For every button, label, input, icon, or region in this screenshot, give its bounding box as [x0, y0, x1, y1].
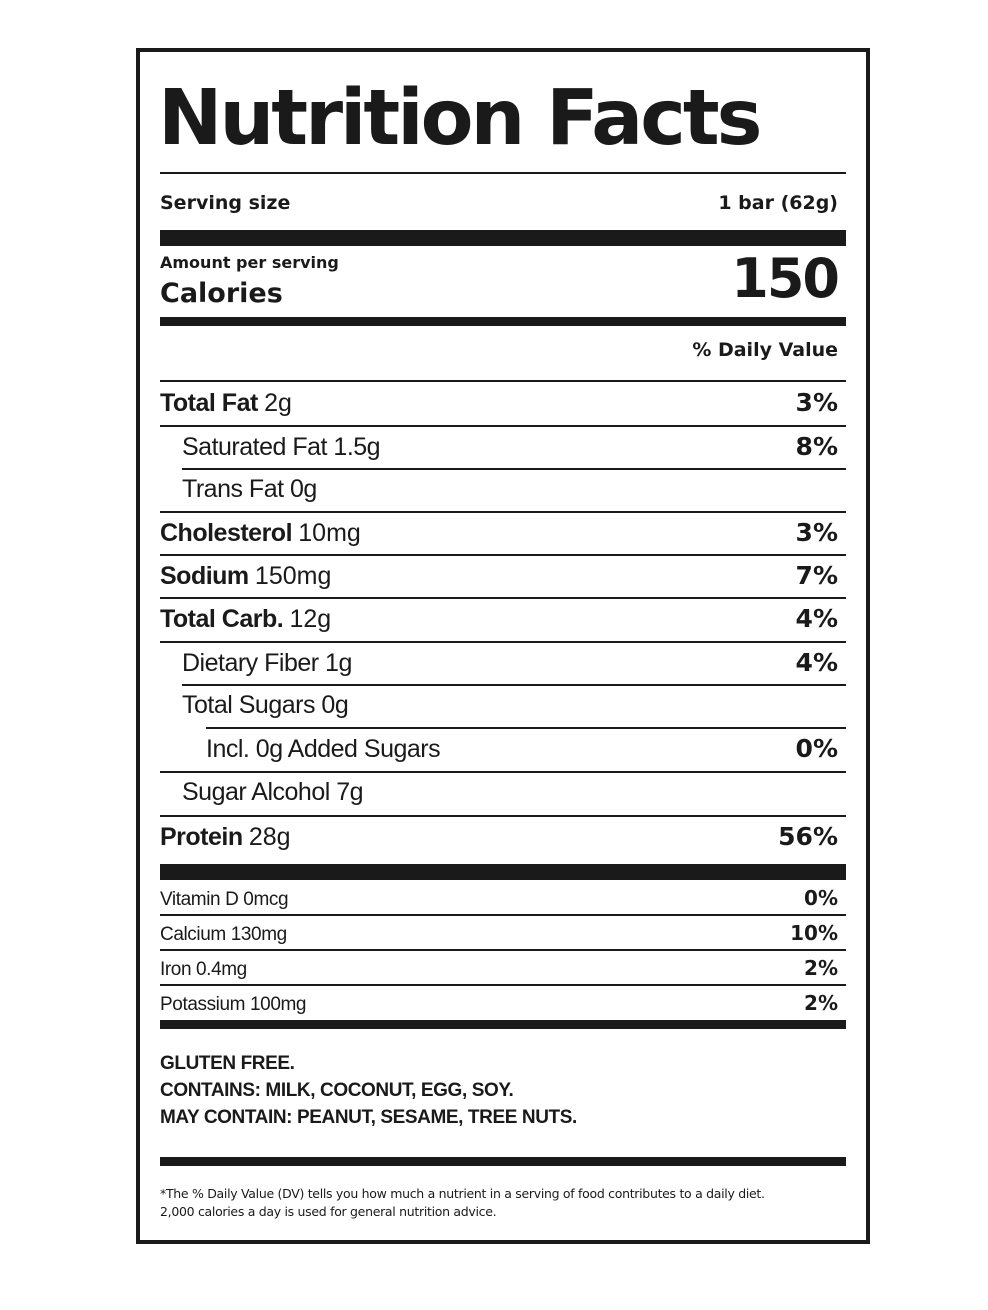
divider — [160, 172, 846, 174]
nutrient-name: Sodium — [160, 562, 249, 590]
thick-divider — [160, 864, 846, 880]
footnote-line: 2,000 calories a day is used for general nutrition advice. — [160, 1204, 497, 1219]
calories-value: 150 — [731, 247, 838, 310]
divider — [160, 425, 846, 427]
nutrient-name: Total Carb. — [160, 605, 284, 633]
divider — [160, 984, 846, 986]
divider — [160, 597, 846, 599]
nutrient-name-group — [160, 562, 331, 591]
nutrient-name: Dietary Fiber 1g — [182, 649, 352, 677]
vitamin-daily-value: 10% — [790, 921, 838, 945]
nutrient-name: Total Fat — [160, 389, 258, 417]
nutrient-name: Protein — [160, 823, 243, 851]
nutrient-daily-value: 4% — [795, 604, 838, 633]
nutrient-daily-value: 3% — [795, 518, 838, 547]
nutrient-name: Sugar Alcohol 7g — [182, 778, 364, 806]
divider — [160, 380, 846, 382]
allergen-line: GLUTEN FREE. — [160, 1053, 295, 1074]
nutrient-name-group — [160, 605, 331, 634]
nutrient-name-group — [160, 823, 291, 852]
nutrient-daily-value: 0% — [795, 734, 838, 763]
nutrient-daily-value: 56% — [778, 822, 838, 851]
serving-size-row — [160, 192, 846, 214]
nutrient-row — [160, 734, 846, 764]
vitamin-row — [160, 956, 846, 981]
label-content — [160, 52, 846, 1240]
nutrient-name-group — [182, 475, 317, 504]
nutrient-row — [160, 822, 846, 852]
nutrient-daily-value: 3% — [795, 388, 838, 417]
medium-divider — [160, 1020, 846, 1029]
nutrient-row — [160, 388, 846, 418]
nutrient-name: Saturated Fat 1.5g — [182, 433, 381, 461]
nutrient-amount: 28g — [248, 823, 291, 851]
nutrient-name: Incl. 0g Added Sugars — [206, 735, 441, 763]
vitamin-daily-value: 2% — [804, 956, 838, 980]
footnote-line: *The % Daily Value (DV) tells you how much a nutrient in a serving of food contributes to a daily diet. — [160, 1186, 765, 1201]
nutrient-name: Trans Fat 0g — [182, 475, 317, 503]
nutrient-daily-value: 7% — [795, 561, 838, 590]
vitamin-name: Vitamin D 0mcg — [160, 889, 289, 910]
amount-per-serving: Amount per serving — [160, 253, 339, 272]
divider — [160, 815, 846, 817]
nutrient-daily-value: 8% — [795, 432, 838, 461]
divider — [160, 641, 846, 643]
nutrient-name-group — [182, 778, 363, 807]
divider — [160, 949, 846, 951]
thick-divider — [160, 230, 846, 246]
allergen-line: MAY CONTAIN: PEANUT, SESAME, TREE NUTS. — [160, 1107, 577, 1128]
divider — [182, 684, 846, 686]
nutrient-amount: 12g — [289, 605, 332, 633]
nutrient-name: Total Sugars 0g — [182, 691, 349, 719]
vitamin-name: Calcium 130mg — [160, 924, 287, 945]
divider — [160, 554, 846, 556]
nutrient-amount: 10mg — [298, 519, 361, 547]
nutrient-amount: 2g — [264, 389, 292, 417]
vitamin-row — [160, 886, 846, 911]
divider — [206, 727, 846, 729]
nutrient-name-group — [160, 519, 361, 548]
nutrient-name: Cholesterol — [160, 519, 293, 547]
medium-divider — [160, 1157, 846, 1166]
serving-size-label: Serving size — [160, 192, 291, 214]
calories-label: Calories — [160, 278, 283, 309]
daily-value-header: % Daily Value — [692, 339, 838, 361]
nutrient-row — [160, 561, 846, 591]
divider — [182, 468, 846, 470]
nutrient-row — [160, 778, 846, 807]
nutrient-name-group — [160, 389, 292, 418]
footnote — [160, 1185, 846, 1221]
nutrient-daily-value: 4% — [795, 648, 838, 677]
divider — [160, 771, 846, 773]
vitamin-row — [160, 991, 846, 1016]
divider — [160, 914, 846, 916]
medium-divider — [160, 317, 846, 326]
nutrient-row — [160, 604, 846, 634]
label-title: Nutrition Facts — [158, 74, 760, 163]
vitamin-name: Iron 0.4mg — [160, 959, 247, 980]
nutrient-name-group — [182, 649, 352, 678]
allergen-line: CONTAINS: MILK, COCONUT, EGG, SOY. — [160, 1080, 514, 1101]
nutrient-row — [160, 475, 846, 504]
nutrient-row — [160, 691, 846, 720]
nutrient-row — [160, 648, 846, 678]
vitamin-name: Potassium 100mg — [160, 994, 307, 1015]
nutrient-amount: 150mg — [254, 562, 332, 590]
serving-size-value: 1 bar (62g) — [718, 192, 838, 214]
nutrient-row — [160, 432, 846, 462]
vitamin-row — [160, 921, 846, 946]
vitamin-daily-value: 2% — [804, 991, 838, 1015]
nutrient-name-group — [182, 691, 348, 720]
vitamin-daily-value: 0% — [804, 886, 838, 910]
nutrition-facts-label — [136, 48, 870, 1244]
nutrient-name-group — [206, 735, 440, 764]
nutrient-row — [160, 518, 846, 548]
divider — [160, 511, 846, 513]
nutrient-name-group — [182, 433, 380, 462]
